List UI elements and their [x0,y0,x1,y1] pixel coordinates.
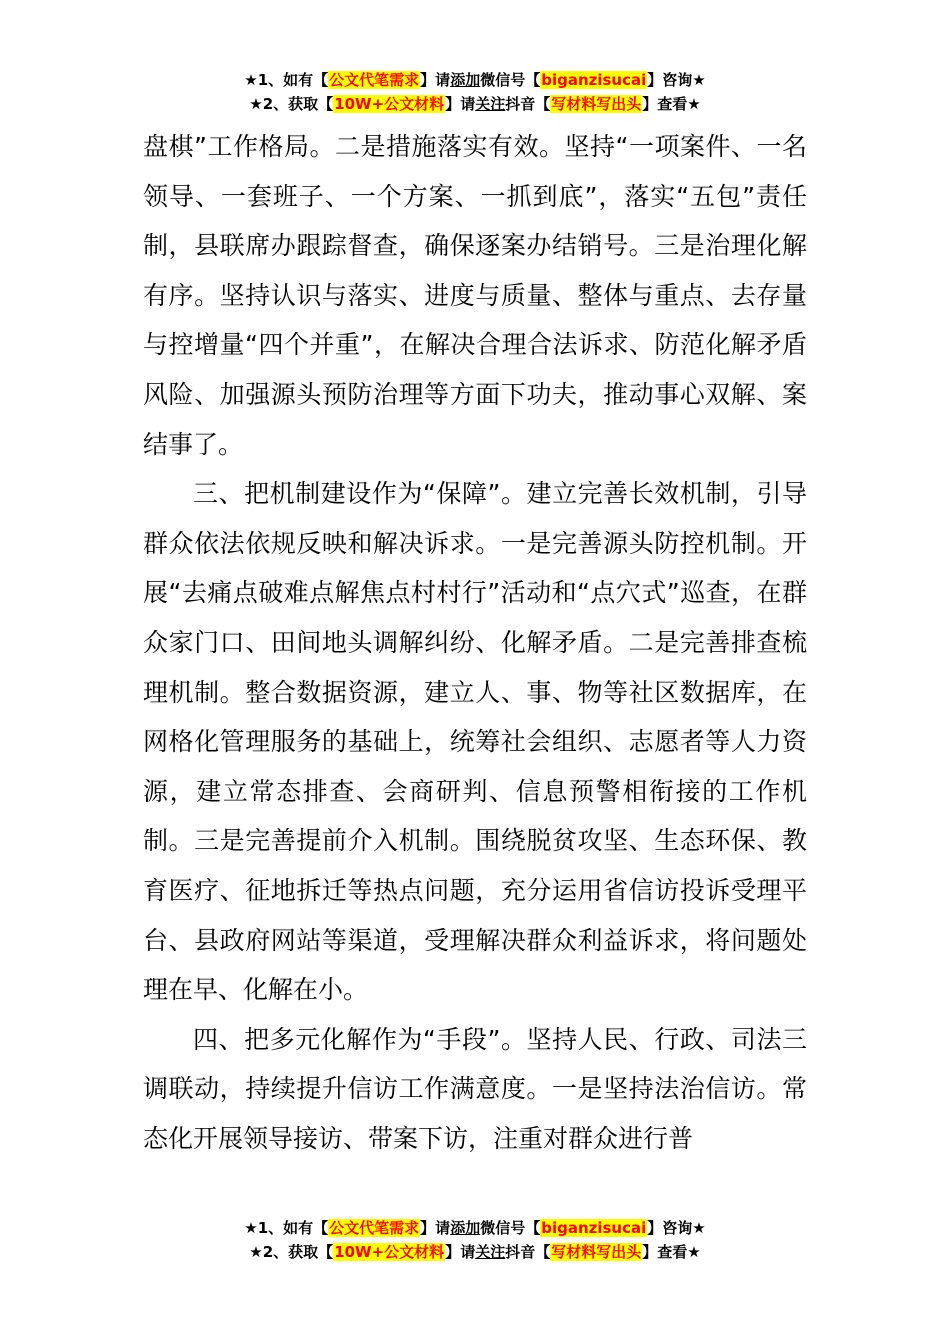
paragraph-continuation: 盘棋”工作格局。二是措施落实有效。坚持“一项案件、一名领导、一套班子、一个方案、一抓到底”，落实“五包”责任制，县联席办跟踪督查，确保逐案办结销号。三是治理化解有序。坚持认识与落实、进度与质量、整体与重点、去存量与控增量“四个并重”，在解决合理合法诉求、防范化解矛盾风险、加强源头预防治理等方面下功夫，推动事心双解、案结事了。 [143,132,807,459]
banner-text: 抖音【 [505,95,551,113]
banner-underlined-text: 添加 [450,71,481,89]
paragraph-mechanism: 三、把机制建设作为“保障”。建立完善长效机制，引导群众依法依规反映和解决诉求。一是完善源头防控机制。开展“去痛点破难点解焦点村村行”活动和“点穴式”巡查，在群众家门口、田间地头调解纠纷、化解矛盾。二是完善排查梳理机制。整合数据资源，建立人、事、物等社区数据库，在网格化管理服务的基础上，统筹社会组织、志愿者等人力资源，建立常态排查、会商研判、信息预警相衔接的工作机制。三是完善提前介入机制。围绕脱贫攻坚、生态环保、教育医疗、征地拆迁等热点问题，充分运用省信访投诉受理平台、县政府网站等渠道，受理解决群众利益诉求，将问题处理在早、化解在小。 [143,479,807,1005]
banner-text: 】查看★ [642,1243,701,1261]
banner-highlight: 公文代笔需求 [329,1219,420,1237]
banner-highlight: biganzisucai [541,1219,647,1237]
banner-line-2 [0,1240,950,1264]
paragraph-diversified: 四、把多元化解作为“手段”。坚持人民、行政、司法三调联动，持续提升信访工作满意度。一是坚持法治信访。常态化开展领导接访、带案下访，注重对群众进行普 [143,1024,807,1153]
banner-text: 】请 [420,1219,451,1237]
banner-underlined-text: 关注 [475,1243,506,1261]
banner-text: 】请 [420,71,451,89]
banner-text: 抖音【 [505,1243,551,1261]
banner-text: 】查看★ [642,95,701,113]
banner-text: 】请 [445,1243,476,1261]
banner-text: 微信号【 [480,71,541,89]
banner-text: ★1、如有【 [244,71,329,89]
banner-underlined-text: 关注 [475,95,506,113]
header-banner [0,68,950,116]
banner-text: ★2、获取【 [249,95,334,113]
banner-text: 微信号【 [480,1219,541,1237]
banner-text: 】请 [445,95,476,113]
banner-highlight: 10W+公文材料 [334,95,445,113]
banner-text: ★2、获取【 [249,1243,334,1261]
document-body [143,122,807,1163]
banner-line-1 [0,68,950,92]
banner-line-1 [0,1216,950,1240]
banner-highlight: biganzisucai [541,71,647,89]
footer-banner [0,1216,950,1264]
banner-text: 】咨询★ [647,71,706,89]
banner-highlight: 公文代笔需求 [329,71,420,89]
banner-text: 】咨询★ [647,1219,706,1237]
banner-highlight: 10W+公文材料 [334,1243,445,1261]
banner-text: ★1、如有【 [244,1219,329,1237]
banner-highlight: 写材料写出头 [551,95,642,113]
banner-underlined-text: 添加 [450,1219,481,1237]
banner-highlight: 写材料写出头 [551,1243,642,1261]
banner-line-2 [0,92,950,116]
